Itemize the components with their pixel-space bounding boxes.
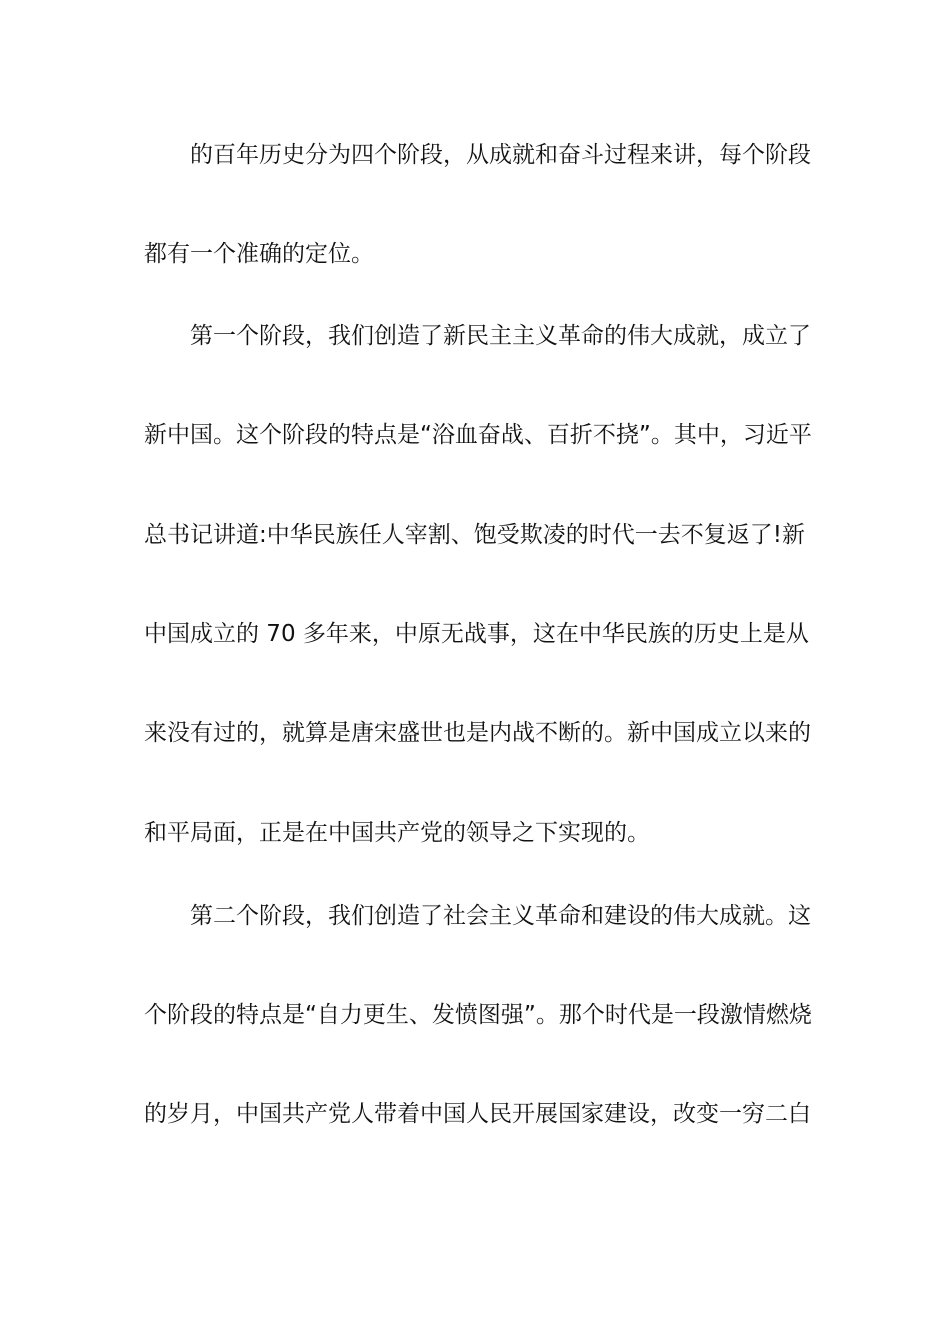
paragraph-1-line-2: 都有一个准确的定位。 <box>144 241 374 267</box>
paragraph-2-line-3: 总书记讲道:中华民族任人宰割、饱受欺凌的时代一去不复返了!新 <box>144 522 805 548</box>
paragraph-2-line-4: 中国成立的 70 多年来，中原无战事，这在中华民族的历史上是从 <box>144 621 809 647</box>
paragraph-2-line-1: 第一个阶段，我们创造了新民主主义革命的伟大成就，成立了 <box>190 323 811 349</box>
paragraph-3-line-1: 第二个阶段，我们创造了社会主义革命和建设的伟大成就。这 <box>190 903 811 929</box>
paragraph-2-line-5: 来没有过的，就算是唐宋盛世也是内战不断的。新中国成立以来的 <box>144 720 811 746</box>
paragraph-2-line-6: 和平局面，正是在中国共产党的领导之下实现的。 <box>144 820 650 846</box>
paragraph-1-line-1: 的百年历史分为四个阶段，从成就和奋斗过程来讲，每个阶段 <box>190 142 811 168</box>
paragraph-3-line-2: 个阶段的特点是“自力更生、发愤图强”。那个时代是一段激情燃烧 <box>144 1002 812 1028</box>
paragraph-3-line-3: 的岁月，中国共产党人带着中国人民开展国家建设，改变一穷二白 <box>144 1101 811 1127</box>
paragraph-2-line-2: 新中国。这个阶段的特点是“浴血奋战、百折不挠”。其中，习近平 <box>144 422 812 448</box>
